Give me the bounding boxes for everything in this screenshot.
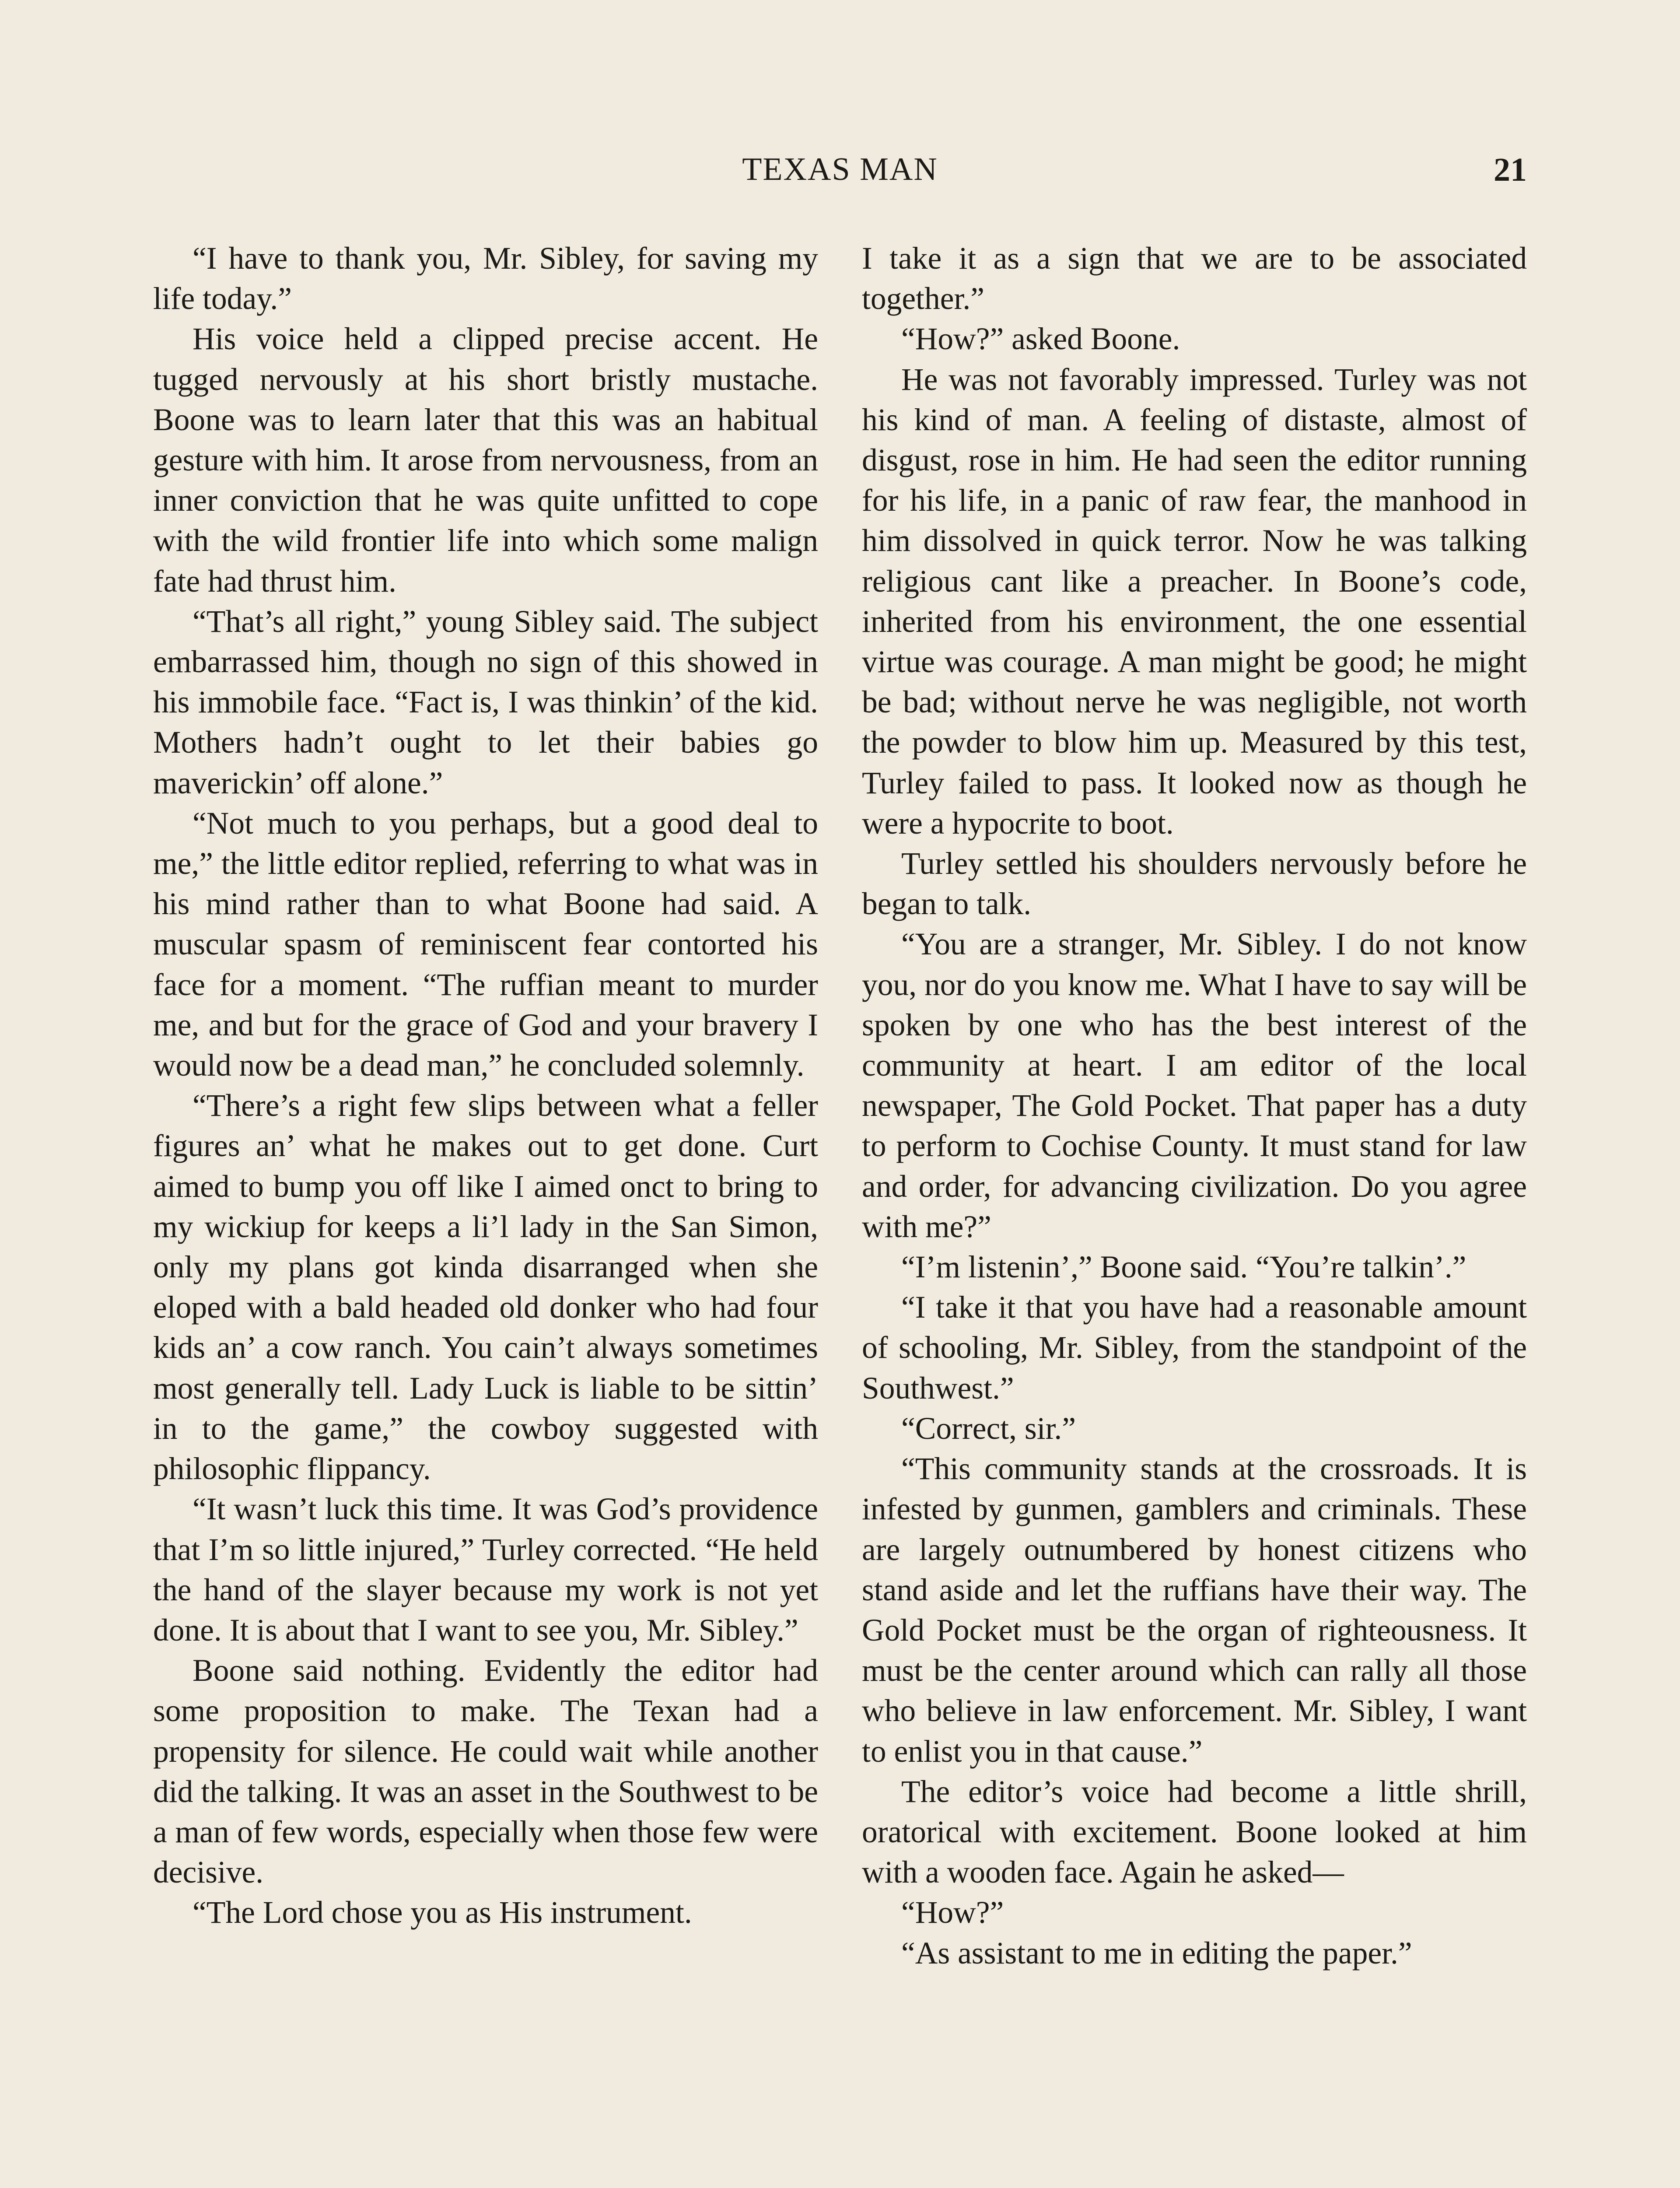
running-title: TEXAS MAN xyxy=(742,151,938,187)
paragraph: Turley settled his shoulders nervously before he began to talk. xyxy=(862,846,1527,922)
paragraph: “How?” asked Boone. xyxy=(901,322,1180,357)
paragraph: “Correct, sir.” xyxy=(901,1411,1076,1446)
page-number: 21 xyxy=(1494,151,1527,188)
paragraph: “I have to thank you, Mr. Sibley, for saving my life today.” xyxy=(153,241,818,316)
paragraph: He was not favorably impressed. Turley was not his kind of man. A feeling of distaste, almost of disgust, rose in him. He had seen the editor running for his life, in a panic of raw fear, the manhood in him dissolved in quick terror. Now he was talking religious cant like a preacher. In Boone’s code, inherited from his environment, the one essential virtue was courage. A man might be good; he might be bad; without nerve he was negligible, not worth the powder to blow him up. Measured by this test, Turley failed to pass. It looked now as though he were a hypocrite to boot. xyxy=(862,362,1527,841)
paragraph: The editor’s voice had become a little shrill, oratorical with excitement. Boone looked at him with a wooden face. Again he asked— xyxy=(862,1774,1527,1890)
paragraph: “There’s a right few slips between what a feller figures an’ what he makes out to get done. Curt aimed to bump you off like I aimed onct to bring to my wickiup for keeps a li’l lady in the San Simon, only my plans got kinda disarranged when she eloped with a bald headed old donker who had four kids an’ a cow ranch. You cain’t always sometimes most generally tell. Lady Luck is liable to be sittin’ in to the game,” the cowboy suggested with philosophic flippancy. xyxy=(153,1088,818,1487)
paragraph-continuation: I take it as a sign that we are to be associated together.” xyxy=(862,241,1527,316)
paragraph: “I take it that you have had a reasonable amount of schooling, Mr. Sibley, from the standpoint of the Southwest.” xyxy=(862,1290,1527,1406)
paragraph: “That’s all right,” young Sibley said. The subject embarrassed him, though no sign of this showed in his immobile face. “Fact is, I was thinkin’ of the kid. Mothers hadn’t ought to let their babies go maverickin’ off alone.” xyxy=(153,604,818,800)
right-column xyxy=(862,238,1527,1974)
paragraph: “The Lord chose you as His instrument. xyxy=(192,1895,692,1930)
paragraph: “Not much to you perhaps, but a good deal to me,” the little editor replied, referring to what was in his mind rather than to what Boone had said. A muscular spasm of reminiscent fear contorted his face for a moment. “The ruffian meant to murder me, and but for the grace of God and your bravery I would now be a dead man,” he concluded solemnly. xyxy=(153,806,818,1083)
paragraph: “I’m listenin’,” Boone said. “You’re talkin’.” xyxy=(901,1250,1466,1285)
paragraph: “You are a stranger, Mr. Sibley. I do not know you, nor do you know me. What I have to say will be spoken by one who has the best interest of the community at heart. I am editor of the local newspaper, The Gold Pocket. That paper has a duty to perform to Cochise County. It must stand for law and order, for advancing civilization. Do you agree with me?” xyxy=(862,927,1527,1244)
paragraph: “It wasn’t luck this time. It was God’s providence that I’m so little injured,” Turley corrected. “He held the hand of the slayer because my work is not yet done. It is about that I want to see you, Mr. Sibley.” xyxy=(153,1492,818,1648)
paragraph: “How?” xyxy=(901,1895,1004,1930)
paragraph: “As assistant to me in editing the paper.” xyxy=(901,1936,1412,1971)
paragraph: “This community stands at the crossroads. It is infested by gunmen, gamblers and criminals. These are largely outnumbered by honest citizens who stand aside and let the ruffians have their way. The Gold Pocket must be the organ of righteousness. It must be the center around which can rally all those who believe in law enforcement. Mr. Sibley, I want to enlist you in that cause.” xyxy=(862,1452,1527,1769)
left-column xyxy=(153,238,818,1933)
paragraph: His voice held a clipped precise accent. He tugged nervously at his short bristly mustache. Boone was to learn later that this was an habitual gesture with him. It arose from nervousness, from an inner conviction that he was quite unfitted to cope with the wild frontier life into which some malign fate had thrust him. xyxy=(153,322,818,599)
running-head xyxy=(0,151,1680,203)
paragraph: Boone said nothing. Evidently the editor had some proposition to make. The Texan had a propensity for silence. He could wait while another did the talking. It was an asset in the Southwest to be a man of few words, especially when those few were decisive. xyxy=(153,1653,818,1890)
